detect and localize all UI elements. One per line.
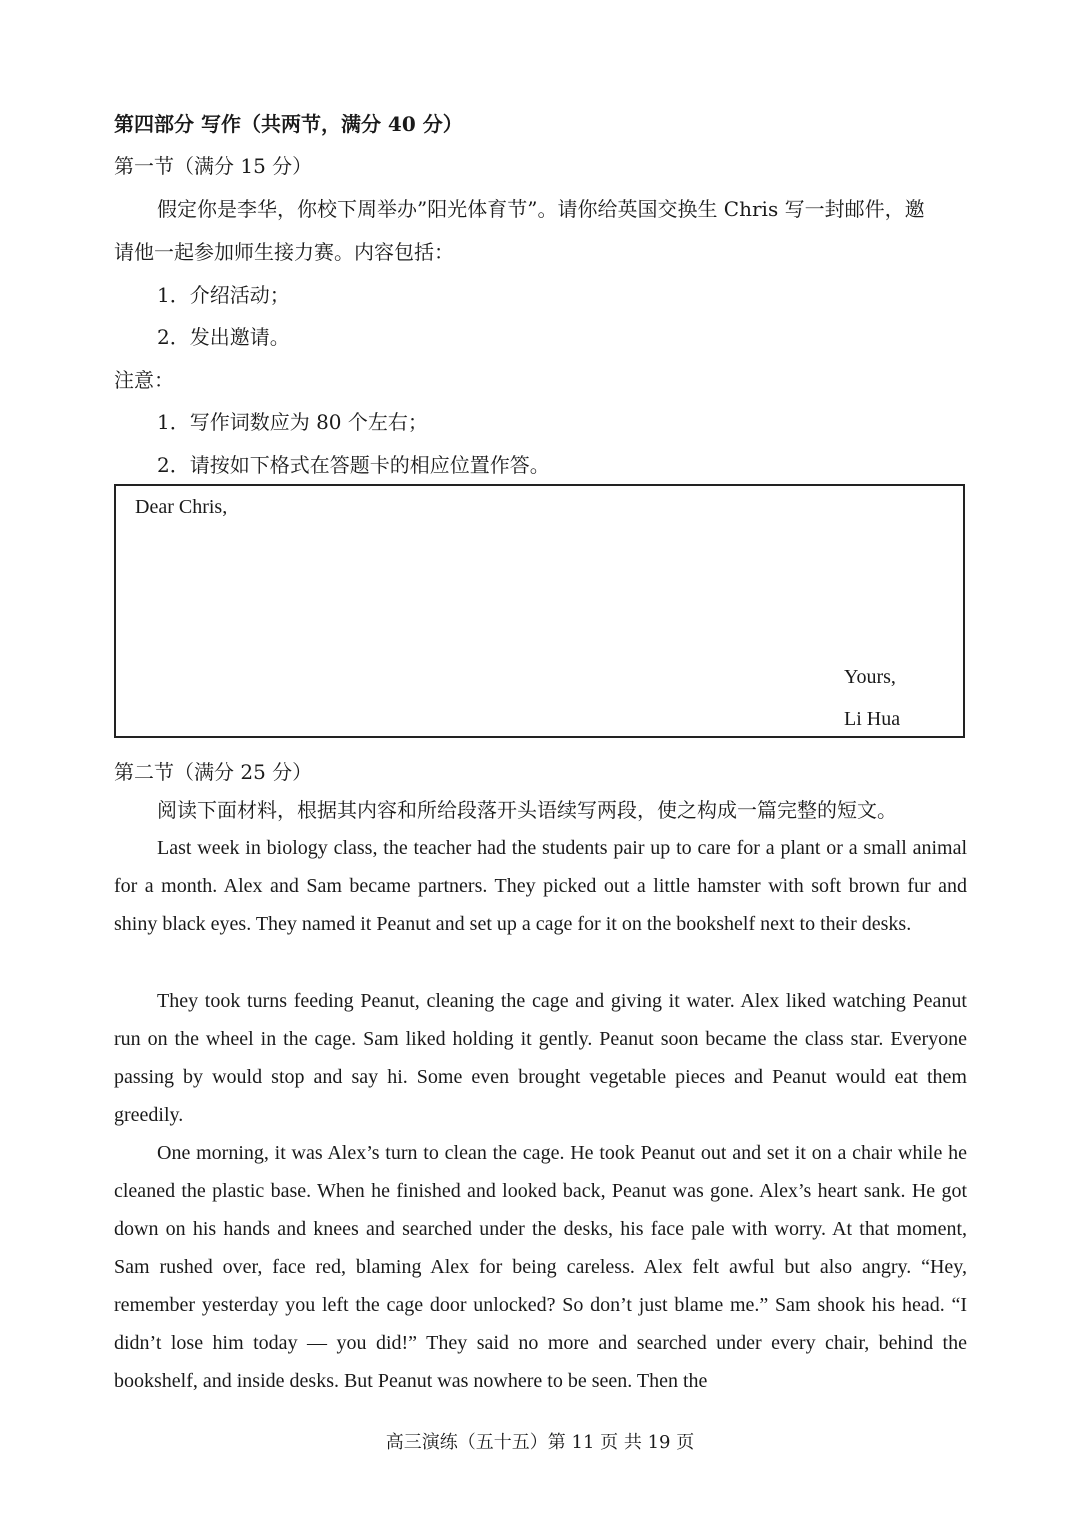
section1-prompt-line1: 假定你是李华，你校下周举办”阳光体育节”。请你给英国交换生 Chris 写一封邮件，邀 [157,197,925,221]
note-item-2: 2．请按如下格式在答题卡的相应位置作答。 [157,453,550,477]
content-item-2: 2．发出邀请。 [157,325,290,349]
part-title: 第四部分 写作（共两节，满分 40 分） [114,112,463,136]
content-item-1: 1．介绍活动； [157,283,290,307]
story-paragraph-2: They took turns feeding Peanut, cleaning the cage and giving it water. Alex liked watching Peanut run on the wheel in the cage. Sam liked holding it gently. Peanut soon became the class star. Everyone passing by would stop and say hi. Some even brought vegetable pieces and Peanut would eat them greedily. [114,990,967,1126]
section1-prompt-line2: 请他一起参加师生接力赛。内容包括： [114,240,454,264]
section2-heading: 第二节（满分 25 分） [114,760,313,784]
letter-closing: Yours, [844,666,896,688]
note-item-1: 1．写作词数应为 80 个左右； [157,410,428,434]
section2-instruction: 阅读下面材料，根据其内容和所给段落开头语续写两段，使之构成一篇完整的短文。 [157,798,897,822]
letter-salutation: Dear Chris, [135,496,228,518]
letter-signature: Li Hua [844,708,901,730]
page-footer: 高三演练（五十五）第 11 页 共 19 页 [385,1432,695,1453]
letter-format-box [114,484,965,738]
story-paragraph-1: Last week in biology class, the teacher had the students pair up to care for a plant or a small animal for a month. Alex and Sam became partners. They picked out a little hamster with soft brown fur and shiny black eyes. They named it Peanut and set up a cage for it on the bookshelf next to their desks. [114,837,967,935]
story-paragraph-3: One morning, it was Alex’s turn to clean the cage. He took Peanut out and set it on a chair while he cleaned the plastic base. When he finished and looked back, Peanut was gone. Alex’s heart sank. He got down on his hands and knees and searched under the desks, his face pale with worry. At that moment, Sam rushed over, face red, blaming Alex for being careless. Alex felt awful but also angry. “Hey, remember yesterday you left the cage door unlocked? So don’t just blame me.” Sam shook his head. “I didn’t lose him today — you did!” They said no more and searched under every chair, behind the bookshelf, and inside desks. But Peanut was nowhere to be seen. Then the [114,1142,967,1392]
section1-heading: 第一节（满分 15 分） [114,154,313,178]
notes-label: 注意： [114,368,174,392]
